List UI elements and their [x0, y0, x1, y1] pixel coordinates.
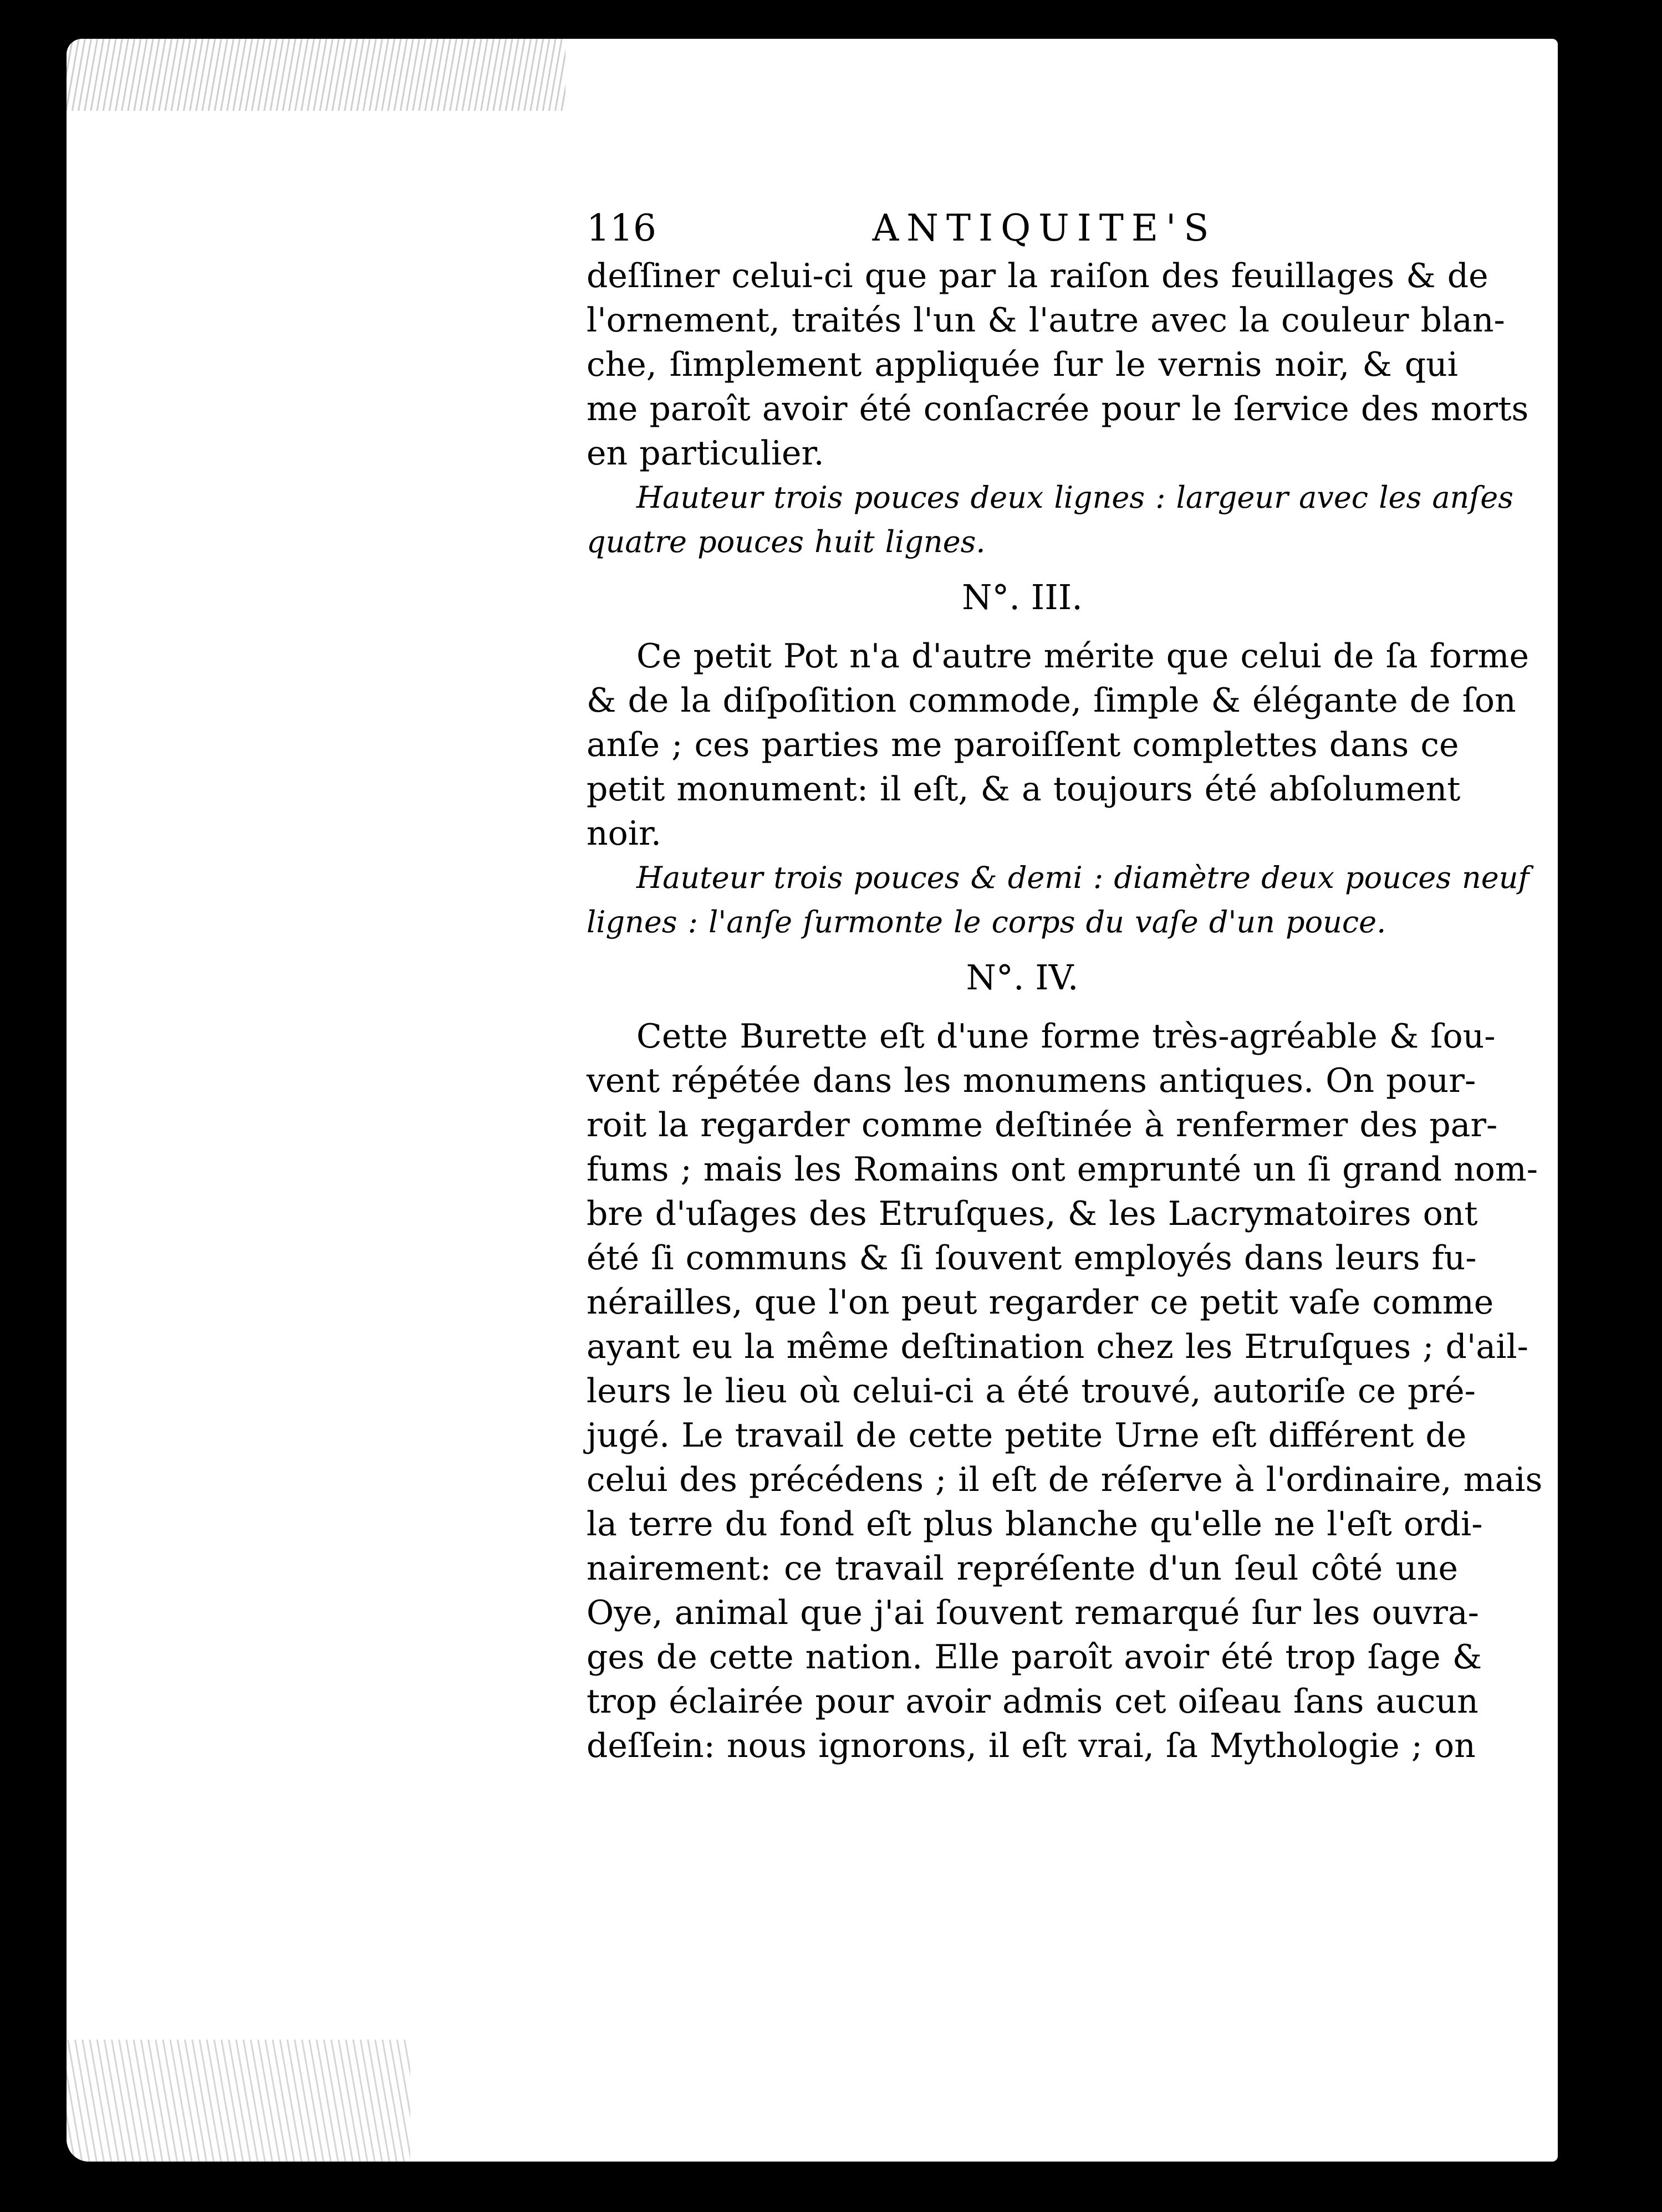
- text-line: petit monument: il eſt, & a toujours été abſolument: [587, 770, 1461, 809]
- text-line: fums ; mais les Romains ont emprunté un ſi grand nom-: [587, 1150, 1538, 1189]
- running-title: ANTIQUITE'S: [872, 207, 1217, 249]
- running-head: [587, 203, 1458, 254]
- continuation-paragraph: [587, 254, 1529, 476]
- text-block: [587, 203, 1543, 1768]
- section-heading-iv: N°. IV.: [966, 957, 1079, 998]
- scan-noise-bottom: [67, 2040, 410, 2162]
- text-line: deſſiner celui-ci que par la raiſon des feuillages & de: [587, 257, 1488, 295]
- dimensions-line: Hauteur trois pouces deux lignes : largeur avec les anſes: [636, 480, 1513, 515]
- text-line: été ſi communs & ſi ſouvent employés dans leurs fu-: [587, 1239, 1477, 1278]
- text-line: jugé. Le travail de cette petite Urne eſt différent de: [587, 1416, 1467, 1455]
- text-line: la terre du fond eſt plus blanche qu'elle ne l'eſt ordi-: [587, 1505, 1483, 1544]
- dimensions-note: [587, 856, 1530, 944]
- dimensions-line: Hauteur trois pouces & demi : diamètre deux pouces neuf: [636, 860, 1530, 895]
- text-line: vent répétée dans les monumens antiques. On pour-: [587, 1061, 1476, 1100]
- text-line: bre d'uſages des Etruſques, & les Lacrymatoires ont: [587, 1194, 1478, 1233]
- dimensions-line: quatre pouces huit lignes.: [587, 524, 986, 559]
- dimensions-line: lignes : l'anſe ſurmonte le corps du vaſe d'un pouce.: [587, 905, 1386, 939]
- text-line: celui des précédens ; il eſt de réſerve à l'ordinaire, mais: [587, 1460, 1543, 1499]
- scan-noise-top: [67, 33, 565, 111]
- text-line: & de la diſpoſition commode, ſimple & élégante de ſon: [587, 681, 1516, 720]
- text-line: ges de cette nation. Elle paroît avoir été trop ſage &: [587, 1638, 1482, 1677]
- text-line: deſſein: nous ignorons, il eſt vrai, ſa Mythologie ; on: [587, 1726, 1476, 1765]
- section-iii-paragraph: [587, 634, 1530, 856]
- text-line: trop éclairée pour avoir admis cet oiſeau ſans aucun: [587, 1682, 1479, 1721]
- text-line: roit la regarder comme deſtinée à renfermer des par-: [587, 1106, 1498, 1145]
- text-line: Ce petit Pot n'a d'autre mérite que celui de ſa forme: [636, 637, 1530, 676]
- text-line: en particulier.: [587, 434, 824, 473]
- text-line: Oye, animal que j'ai ſouvent remarqué ſur les ouvra-: [587, 1593, 1479, 1632]
- text-line: nérailles, que l'on peut regarder ce petit vaſe comme: [587, 1283, 1494, 1322]
- page-number: 116: [587, 207, 656, 249]
- text-line: che, ſimplement appliquée ſur le vernis noir, & qui: [587, 345, 1458, 384]
- text-line: me paroît avoir été conſacrée pour le ſervice des morts: [587, 390, 1529, 428]
- text-line: l'ornement, traités l'un & l'autre avec la couleur blan-: [587, 301, 1505, 340]
- section-heading-iii: N°. III.: [962, 577, 1083, 617]
- text-line: ayant eu la même deſtination chez les Etruſques ; d'ail-: [587, 1327, 1528, 1366]
- text-line: noir.: [587, 814, 662, 853]
- section-iv-paragraph: [587, 1014, 1543, 1768]
- text-line: anſe ; ces parties me paroiſſent complettes dans ce: [587, 726, 1459, 764]
- text-line: nairement: ce travail repréſente d'un ſeul côté une: [587, 1549, 1458, 1588]
- text-line: Cette Burette eſt d'une forme très-agréable & ſou-: [636, 1017, 1496, 1056]
- dimensions-note: [587, 476, 1513, 564]
- text-line: leurs le lieu où celui-ci a été trouvé, autoriſe ce pré-: [587, 1372, 1476, 1411]
